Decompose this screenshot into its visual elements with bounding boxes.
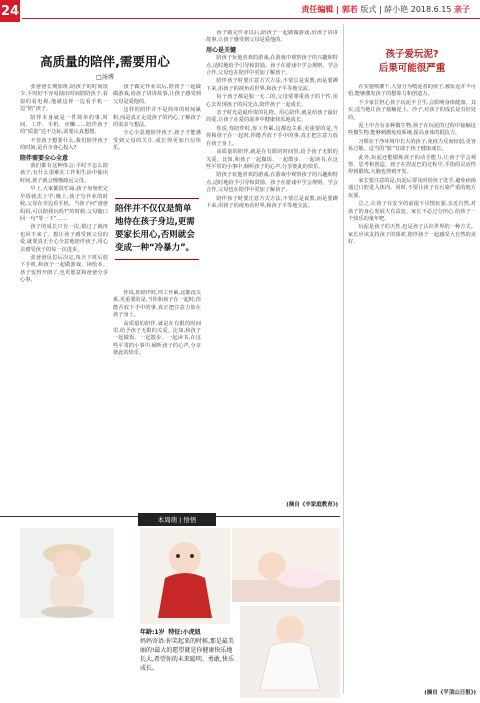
paragraph: 我们都有这种体会:平时不怎么陪孩子,有什么很难在工作和生活中抽出时间,孩子就会慢慢疏远父母。 <box>20 163 108 184</box>
paragraph: 高质量的陪伴,就是在有限的时间里,给予孩子无限的关爱。比如,和孩子一起做饭、一起散步、一起读书,在这些平常的小事中,倾听孩子的心声,分享彼此的快乐。 <box>206 149 338 170</box>
paragraph: 习惯在干净环境中长大的孩子,免疫力反而较弱,更容易过敏。适当的“脏”有助于孩子健康成长。 <box>348 138 476 153</box>
caption-trait: 特征:小虎妞 <box>168 629 201 636</box>
paragraph: 全心全意地陪伴孩子,孩子才能感受到父母的关注,成长得更加自信快乐。 <box>113 130 201 152</box>
article1-column-3 <box>206 30 338 510</box>
article2-title-line-1: 孩子爱玩泥? <box>385 49 439 60</box>
paragraph: 陪伴本身就是一件简单的事,时间、工作、手机、应酬……陪伴孩子的“质量”达不达标,需要认真想想。 <box>20 114 108 136</box>
paragraph: 陪孩子玩他喜欢的游戏,在游戏中观察孩子的兴趣和特点,适时地给予引导和鼓励。孩子在游戏中学会规则、学会合作,父母也在陪伴中更加了解孩子。 <box>206 55 338 77</box>
paragraph: 张爸爸反思后决定,每天下班后放下手机,和孩子一起做游戏、读绘本。孩子变得开朗了,也更愿意和爸爸分享心事。 <box>20 254 108 284</box>
column-divider <box>343 24 344 694</box>
header-layout: 版式 | 薛小艳 <box>360 5 409 14</box>
article2-body <box>348 84 476 684</box>
paragraph: 亲子时光是最珍贵的礼物。用心陪伴,就是给孩子最好的爱,让孩子在爱的滋养中健康快乐地成长。 <box>206 110 338 124</box>
paragraph: 家长要注意的是,玩泥后要及时给孩子洗手,避免病菌通过口腔进入体内。同时,不要让孩子在污染严重的地方玩耍。 <box>348 177 476 199</box>
header-date: 2018.6.15 <box>410 5 452 14</box>
paragraph: 每个孩子都是独一无二的,父母要尊重孩子的个性,用心去发现孩子的闪光点,陪伴孩子一起成长。 <box>206 94 338 108</box>
subheading: 陪伴需要全心全意 <box>20 154 69 162</box>
paragraph: 孩子的成长只有一次,错过了就再也回不来了。想让孩子感受到父母的爱,就要真正全心全意地陪伴孩子,用心去感受孩子的每一次进步。 <box>20 224 108 253</box>
pull-quote: 陪伴并不仅仅是简单地待在孩子身边,更需要家长用心,否则就会变成一种“冷暴力”。 <box>115 198 199 260</box>
article2-title-line-2: 后果可能很严重 <box>378 63 446 74</box>
paragraph: 高质量的陪伴,就是在有限的时间里,给予孩子无限的关爱。比如,和孩子一起做饭、一起散步、一起读书,在这些平常的小事中,倾听孩子的心声,分享彼此的快乐。 <box>113 320 201 357</box>
paragraph: 孩子做完作业以后,陪孩子一起做做游戏,给孩子讲讲故事,让孩子感受到父母是爱他的。 <box>113 84 201 105</box>
baby-photo-1 <box>20 528 114 618</box>
page-number: 24 <box>0 0 20 22</box>
paragraph: 早上,大家都很忙碌,孩子匆匆吃完早饭就去上学;晚上,孩子写作业的时候,父母在旁边看手机。当孩子问“爸爸妈妈,可以陪我玩吗?”的时候,父母随口回一句“等一下”…… <box>20 186 108 222</box>
article1-title: 高质量的陪伴,需要用心 <box>40 54 170 69</box>
paragraph: 陪孩子玩他喜欢的游戏,在游戏中观察孩子的兴趣和特点,适时地给予引导和鼓励。孩子在游戏中学会规则、学会合作,父母也在陪伴中更加了解孩子。 <box>206 172 338 194</box>
paragraph: 不少家长担心孩子玩泥不卫生,会影响身体健康。其实,适当地让孩子接触泥土、沙子,对孩子的成长是有好处的。 <box>348 99 476 121</box>
baby-photo-3 <box>232 528 340 602</box>
article1-column-2-bottom <box>113 290 201 510</box>
header-editor: 责任编辑 | 郭若 <box>301 5 358 14</box>
baby-photo-4 <box>240 606 340 698</box>
article2-signature: (摘自《平顶山日报》) <box>424 690 476 696</box>
paragraph: 你说,你陪伴时,你工作累,这都没关系,更重要的是,当你和孩子在一起时,你能否放下手中的事,真正把注意力放在孩子身上。 <box>206 125 338 147</box>
subheading: 用心是关键 <box>206 46 237 54</box>
feature-caption <box>140 628 236 673</box>
paragraph: 陪伴孩子时要注意方式方法,不要总是说教,而是要蹲下来,用孩子的视角看世界,和孩子平等地交流。 <box>206 195 338 209</box>
paragraph: 这样的陪伴并不是简单的时间累积,而是真正走进孩子的内心,了解孩子的需求与想法。 <box>113 107 201 129</box>
caption-age: 年龄:1岁 <box>140 629 165 636</box>
paragraph: 此外,玩泥还能锻炼孩子的动手能力,让孩子学会观察、思考和创造。孩子在捏泥巴的过程中,手指的灵活性得到锻炼,大脑也得到开发。 <box>348 154 476 176</box>
paragraph: 陪伴孩子时要注意方式方法,不要总是说教,而是要蹲下来,用孩子的视角看世界,和孩子平等地交流。 <box>206 78 338 92</box>
baby-photo-2 <box>140 528 230 624</box>
paragraph: 孩子做完作业以后,陪孩子一起做做游戏,给孩子讲讲故事,让孩子感受到父母是爱他的。 <box>206 30 338 44</box>
article1-column-2-top <box>113 84 201 184</box>
feature-section-label: 本周萌 | 悟悟 <box>138 513 216 526</box>
caption-text: 妈妈寄语:你笑起来的时候,那是最美丽的!最大的愿望就是你健康快乐地长大,希望你的未来聪明、勇敢,快乐成长。 <box>140 638 234 672</box>
paragraph: 玩泥是孩子的天性,也是孩子认识世界的一种方式。家长应该支持孩子的探索,陪伴孩子一起感受大自然的美好。 <box>348 224 476 246</box>
article1-column-1 <box>20 84 108 510</box>
paragraph: 总之,让孩子在安全的前提下尽情玩耍,亲近自然,对孩子的身心发展大有益处。家长不必过分担心,给孩子一个快乐的童年吧。 <box>348 201 476 222</box>
paragraph: 泥土中含有多种微生物,孩子在玩泥的过程中接触这些微生物,能够刺激免疫系统,提高身体的抵抗力。 <box>348 123 476 137</box>
article1-signature: (摘自《辛家庭教育》) <box>286 502 338 508</box>
paragraph: 你说,你陪伴时,你工作累,这都没关系,更重要的是,当你和孩子在一起时,你能否放下手中的事,真正把注意力放在孩子身上。 <box>113 290 201 319</box>
article2-title <box>348 48 476 76</box>
paragraph: 在实施喷灌下,人身分为喂泥者的孩子,被玩泥并不可怕,能够激发孩子的想象力和创造力。 <box>348 84 476 98</box>
header-rule <box>22 18 480 19</box>
page-header <box>301 4 470 15</box>
paragraph: 张爸爸长期加班,陪孩子的时间很少,平时好不容易抽出时间陪陪孩子,看似的看电视,他就这样一边看手机一边“陪”孩子。 <box>20 84 108 113</box>
article1-author: □汤博 <box>96 74 114 81</box>
paragraph: 不管孩子想要什么,我们陪伴孩子的时间,是否全身心投入? <box>20 137 108 152</box>
header-section: 亲子 <box>454 5 470 14</box>
